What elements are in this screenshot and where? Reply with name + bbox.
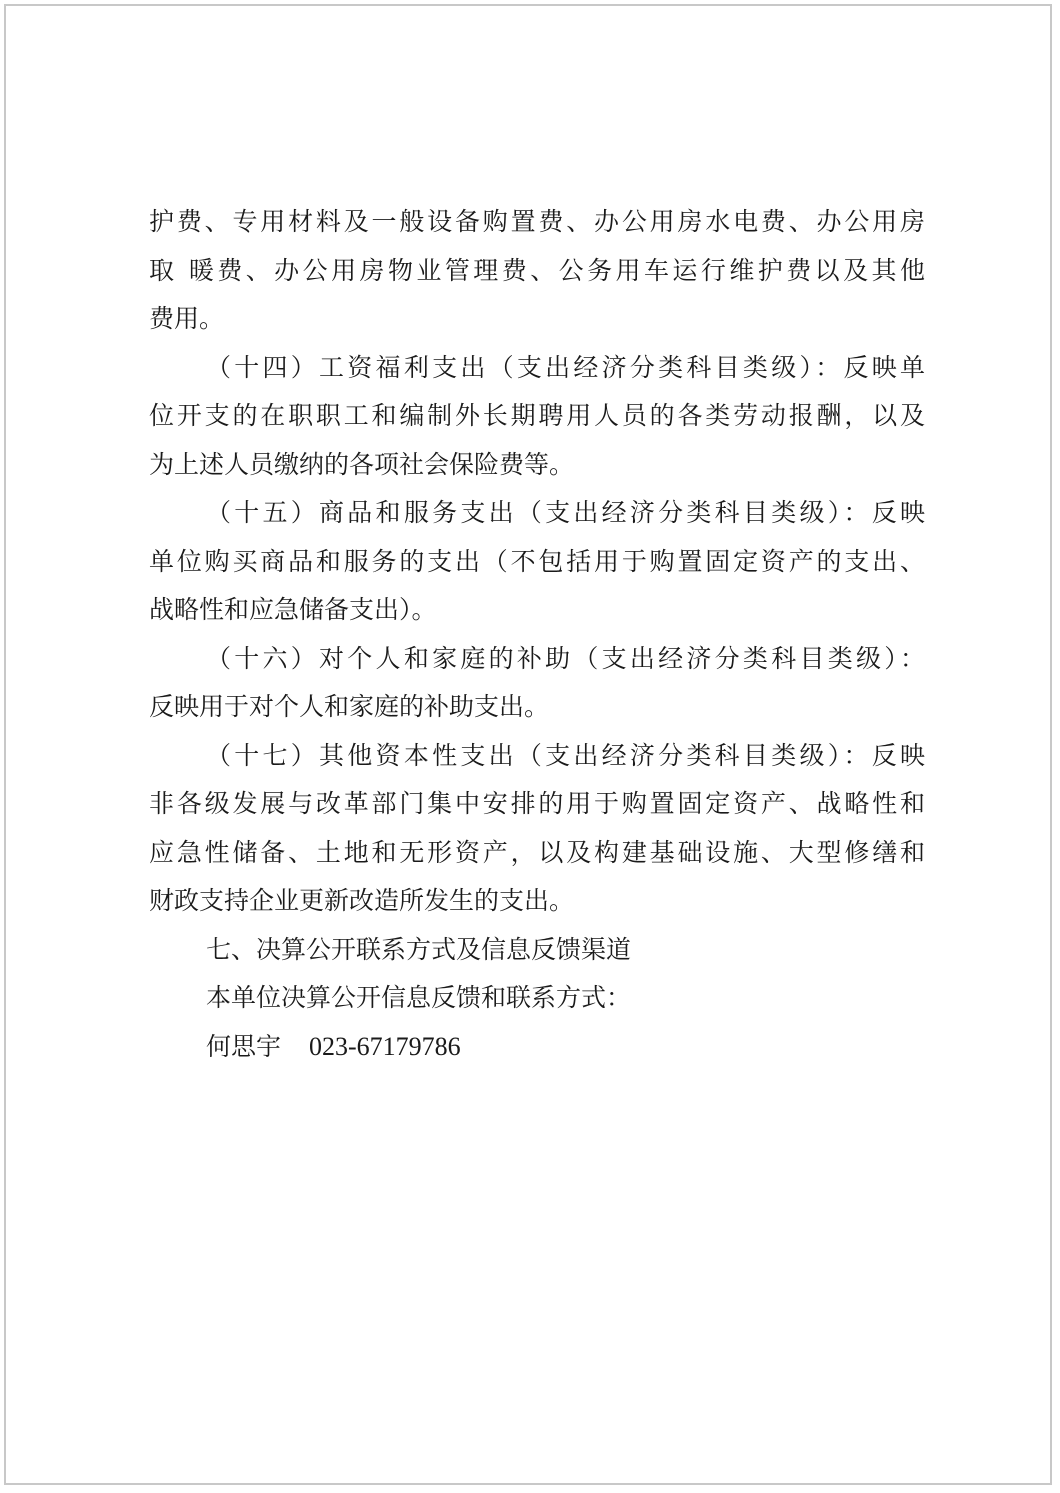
paragraph-line: 取 暖费、办公用房物业管理费、公务用车运行维护费以及其他 xyxy=(149,255,925,285)
section-17-line: 财政支持企业更新改造所发生的支出。 xyxy=(149,886,575,915)
document-body xyxy=(149,198,925,1071)
section-17-line: 应急性储备、土地和无形资产，以及构建基础设施、大型修缮和 xyxy=(149,837,925,867)
section-heading: 七、决算公开联系方式及信息反馈渠道 xyxy=(206,934,632,964)
contact-intro: 本单位决算公开信息反馈和联系方式： xyxy=(206,983,632,1012)
section-14-line: 为上述人员缴纳的各项社会保险费等。 xyxy=(149,449,575,479)
contact-phone: 023-67179786 xyxy=(309,1031,461,1061)
section-17-line: （十七）其他资本性支出（支出经济分类科目类级）：反映 xyxy=(206,740,925,770)
section-16-line: （十六）对个人和家庭的补助（支出经济分类科目类级）： xyxy=(206,643,925,673)
section-17-line: 非各级发展与改革部门集中安排的用于购置固定资产、战略性和 xyxy=(149,789,925,818)
section-15-line: 单位购买商品和服务的支出（不包括用于购置固定资产的支出、 xyxy=(149,546,925,576)
section-16-line: 反映用于对个人和家庭的补助支出。 xyxy=(149,692,550,721)
contact-name: 何思宇 xyxy=(206,1031,282,1061)
section-14-line: （十四）工资福利支出（支出经济分类科目类级）：反映单 xyxy=(206,352,925,382)
section-15-line: （十五）商品和服务支出（支出经济分类科目类级）：反映 xyxy=(206,498,925,527)
contact-line xyxy=(149,1023,925,1072)
paragraph-line: 护费、专用材料及一般设备购置费、办公用房水电费、办公用房 xyxy=(149,207,925,236)
section-15-line: 战略性和应急储备支出）。 xyxy=(149,595,437,624)
paragraph-line: 费用。 xyxy=(149,304,225,333)
section-14-line: 位开支的在职职工和编制外长期聘用人员的各类劳动报酬，以及 xyxy=(149,401,925,430)
